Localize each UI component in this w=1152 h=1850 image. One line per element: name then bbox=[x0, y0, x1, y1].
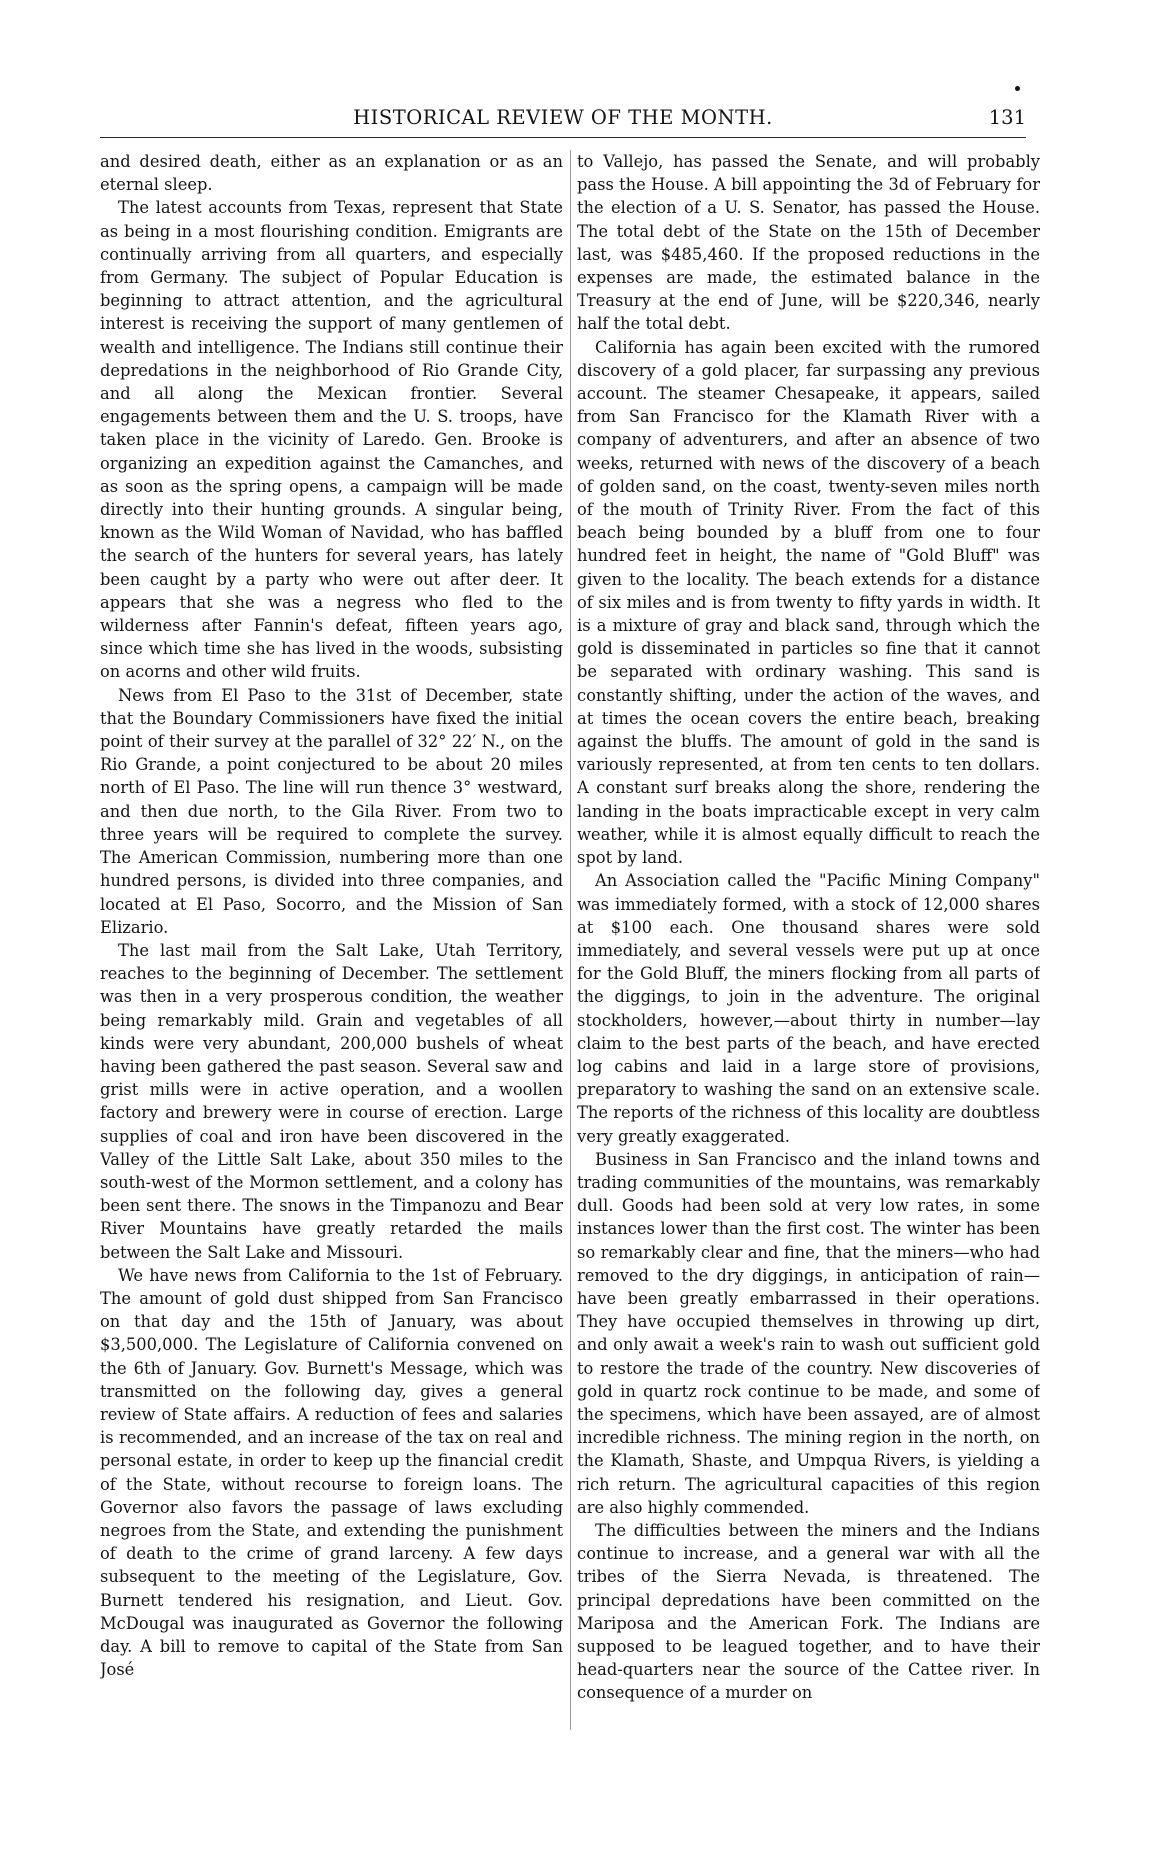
paragraph: We have news from California to the 1st of February. The amount of gold dust shipped from San Francisco on that day and the 15th of January, was about $3,500,000. The Legislature of California convened on the 6th of January. Gov. Burnett's Message, which was transmitted on the following day, gives a general review of State affairs. A reduction of fees and salaries is recommended, and an increase of the tax on real and personal estate, in order to keep up the financial credit of the State, without recourse to foreign loans. The Governor also favors the passage of laws excluding negroes from the State, and extending the punishment of death to the crime of grand larceny. A few days subsequent to the meeting of the Legislature, Gov. Burnett tendered his resignation, and Lieut. Gov. McDougal was inaugurated as Governor the following day. A bill to remove to capital of the State from San José bbox=[100, 1265, 563, 1680]
paragraph: The latest accounts from Texas, represent that State as being in a most flourishing condition. Emigrants are continually arriving from all quarters, and especially from Germany. The subject of Popular Education is beginning to attract attention, and the agricultural interest is receiving the support of many gentlemen of wealth and intelligence. The Indians still continue their depredations in the neighborhood of Rio Grande City, and all along the Mexican frontier. Several engagements between them and the U. S. troops, have taken place in the vicinity of Laredo. Gen. Brooke is organizing an expedition against the Camanches, and as soon as the spring opens, a campaign will be made directly into their hunting grounds. A singular being, known as the Wild Woman of Navidad, who has baffled the search of the hunters for several years, has lately been caught by a party who were out after deer. It appears that she was a negress who fled to the wilderness after Fannin's defeat, fifteen years ago, since which time she has lived in the woods, subsisting on acorns and other wild fruits. bbox=[100, 198, 563, 682]
paragraph: Business in San Francisco and the inland towns and trading communities of the mountains, was remarkably dull. Goods had been sold at very low rates, in some instances lower than the first cost. The winter has been so remarkably clear and fine, that the miners—who had removed to the dry diggings, in anticipation of rain—have been greatly embarrassed in their operations. They have occupied themselves in throwing up dirt, and only await a week's rain to wash out sufficient gold to restore the trade of the country. New discoveries of gold in quartz rock continue to be made, and some of the specimens, which have been assayed, are of almost incredible richness. The mining region in the north, on the Klamath, Shaste, and Umpqua Rivers, is yielding a rich return. The agricultural capacities of this region are also highly commended. bbox=[577, 1149, 1040, 1517]
paragraph: California has again been excited with the rumored discovery of a gold placer, far surpassing any previous account. The steamer Chesapeake, it appears, sailed from San Francisco for the Klamath River with a company of adventurers, and after an absence of two weeks, returned with news of the discovery of a beach of golden sand, on the coast, twenty-seven miles north of the mouth of Trinity River. From the fact of this beach being bounded by a bluff from one to four hundred feet in height, the name of "Gold Bluff" was given to the locality. The beach extends for a distance of six miles and is from twenty to fifty yards in width. It is a mixture of gray and black sand, through which the gold is disseminated in particles so fine that it cannot be separated with ordinary washing. This sand is constantly shifting, under the action of the waves, and at times the ocean covers the entire beach, breaking against the bluffs. The amount of gold in the sand is variously represented, at from ten cents to ten dollars. A constant surf breaks along the shore, rendering the landing in the boats impracticable except in very calm weather, while it is almost equally difficult to reach the spot by land. bbox=[577, 337, 1040, 868]
paragraph: News from El Paso to the 31st of December, state that the Boundary Commissioners have fixed the initial point of their survey at the parallel of 32° 22′ N., on the Rio Grande, a point conjectured to be about 20 miles north of El Paso. The line will run thence 3° westward, and then due north, to the Gila River. From two to three years will be required to complete the survey. The American Commission, numbering more than one hundred persons, is divided into three companies, and located at El Paso, Socorro, and the Mission of San Elizario. bbox=[100, 685, 563, 937]
paragraph: and desired death, either as an explanation or as an eternal sleep. bbox=[100, 152, 563, 195]
paragraph: to Vallejo, has passed the Senate, and will probably pass the House. A bill appointing the 3d of February for the election of a U. S. Senator, has passed the House. The total debt of the State on the 15th of December last, was $485,460. If the proposed reductions in the expenses are made, the estimated balance in the Treasury at the end of June, will be $220,346, nearly half the total debt. bbox=[577, 152, 1040, 334]
left-column bbox=[100, 150, 563, 1730]
column-divider bbox=[570, 150, 571, 1730]
ink-dot bbox=[1015, 86, 1020, 91]
running-title: HISTORICAL REVIEW OF THE MONTH. bbox=[353, 106, 773, 129]
paragraph: An Association called the "Pacific Mining Company" was immediately formed, with a stock of 12,000 shares at $100 each. One thousand shares were sold immediately, and several vessels were put up at once for the Gold Bluff, the miners flocking from all parts of the diggings, to join in the adventure. The original stockholders, however,—about thirty in number—lay claim to the best parts of the beach, and have erected log cabins and laid in a large store of provisions, preparatory to washing the sand on an extensive scale. The reports of the richness of this locality are doubtless very greatly exaggerated. bbox=[577, 871, 1040, 1146]
right-column bbox=[577, 150, 1040, 1730]
paragraph: The last mail from the Salt Lake, Utah Territory, reaches to the beginning of December. The settlement was then in a very prosperous condition, the weather being remarkably mild. Grain and vegetables of all kinds were very abundant, 200,000 bushels of wheat having been gathered the past season. Several saw and grist mills were in active operation, and a woollen factory and brewery were in course of erection. Large supplies of coal and iron have been discovered in the Valley of the Little Salt Lake, about 350 miles to the south-west of the Mormon settlement, and a colony has been sent there. The snows in the Timpanozu and Bear River Mountains have greatly retarded the mails between the Salt Lake and Missouri. bbox=[100, 940, 563, 1262]
header-rule bbox=[100, 137, 1026, 138]
page-number: 131 bbox=[988, 106, 1026, 129]
running-header bbox=[100, 106, 1026, 136]
paragraph: The difficulties between the miners and the Indians continue to increase, and a general war with all the tribes of the Sierra Nevada, is threatened. The principal depredations have been committed on the Mariposa and the American Fork. The Indians are supposed to be leagued together, and to have their head-quarters near the source of the Cattee river. In consequence of a murder on bbox=[577, 1520, 1040, 1703]
